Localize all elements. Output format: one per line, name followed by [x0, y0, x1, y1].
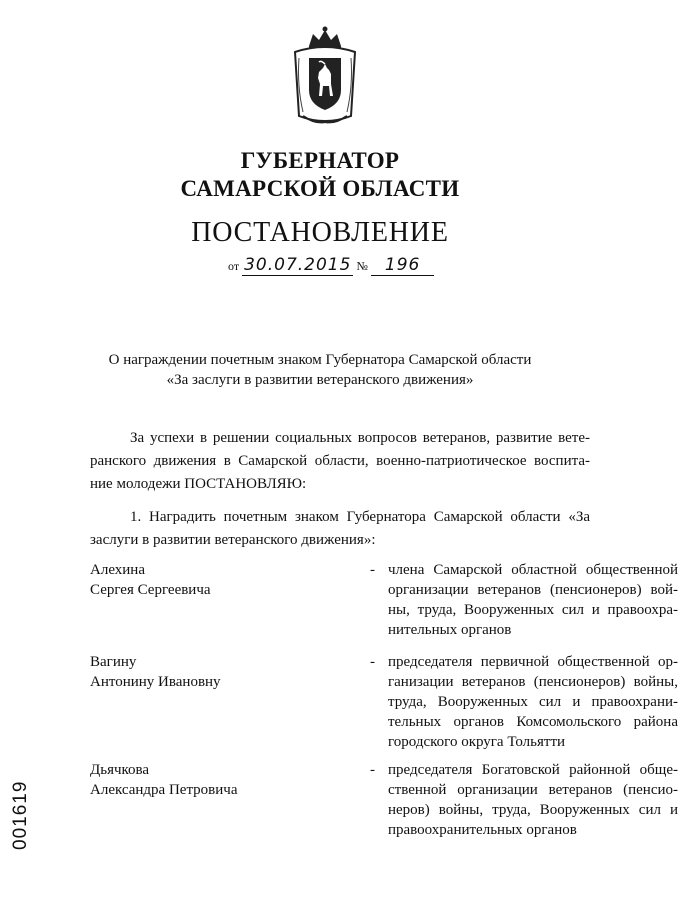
- awardee-dash: -: [370, 654, 375, 670]
- intro-paragraph: [90, 427, 590, 496]
- date-number-line: [228, 255, 434, 276]
- role-line: ны, труда, Вооруженных сил и правоохра-: [388, 602, 678, 618]
- item-line: заслуги в развитии ветеранского движения»:: [90, 532, 376, 548]
- governor-title: ГУБЕРНАТОР: [240, 148, 400, 173]
- awardee-surname: Алехина: [90, 562, 145, 578]
- intro-line: За успехи в решении социальных вопросов ветеранов, развитие вете-: [130, 430, 590, 446]
- serial-number-stamp: 001619: [10, 780, 31, 850]
- awardee-name: [90, 652, 280, 692]
- document-type: ПОСТАНОВЛЕНИЕ: [191, 217, 449, 248]
- role-line: организации ветеранов (пенсионеров) вой-: [388, 582, 678, 598]
- awardee-surname: Дьячкова: [90, 762, 150, 778]
- awardee-role: [388, 760, 678, 840]
- awardee-given-names: Антонину Ивановну: [90, 674, 221, 690]
- awardee-given-names: Сергея Сергеевича: [90, 582, 211, 598]
- awardee-name: [90, 560, 280, 600]
- awardee-dash: -: [370, 762, 375, 778]
- role-line: тельных органов Комсомольского района: [388, 714, 678, 730]
- item-1-paragraph: [90, 506, 590, 552]
- role-line: правоохранительных органов: [388, 822, 577, 838]
- awardee-role: [388, 652, 678, 752]
- awardee-role: [388, 560, 678, 640]
- awardee-dash: -: [370, 562, 375, 578]
- handwritten-date: 30.07.2015: [244, 255, 352, 275]
- role-line: неров) войны, труда, Вооруженных сил и: [388, 802, 678, 818]
- handwritten-number: 196: [371, 255, 434, 276]
- intro-line: ранского движения в Самарской области, военно-патриотическое воспита-: [90, 453, 590, 469]
- serial-stamp-wrapper: [10, 780, 79, 872]
- awardee-surname: Вагину: [90, 654, 137, 670]
- role-line: нительных органов: [388, 622, 512, 638]
- awardee-name: [90, 760, 280, 800]
- intro-line: ние молодежи ПОСТАНОВЛЯЮ:: [90, 476, 307, 492]
- number-prefix: №: [356, 259, 368, 273]
- role-line: председателя Богатовской районной обще-: [388, 762, 678, 778]
- subject-line: «За заслуги в развитии ветеранского движения»: [166, 372, 474, 388]
- decree-subject: [0, 350, 640, 390]
- role-line: председателя первичной общественной ор-: [388, 654, 678, 670]
- awardee-given-names: Александра Петровича: [90, 782, 238, 798]
- item-line: 1. Наградить почетным знаком Губернатора Самарской области «За: [130, 509, 590, 525]
- subject-line: О награждении почетным знаком Губернатора Самарской области: [108, 352, 532, 368]
- role-line: ственной организации ветеранов (пенсио-: [388, 782, 678, 798]
- date-prefix: от: [228, 259, 240, 273]
- region-title: САМАРСКОЙ ОБЛАСТИ: [180, 176, 460, 201]
- role-line: члена Самарской областной общественной: [388, 562, 678, 578]
- role-line: труда, Вооруженных сил и правоохрани-: [388, 694, 678, 710]
- role-line: ганизации ветеранов (пенсионеров) войны,: [388, 674, 678, 690]
- role-line: городского округа Тольятти: [388, 734, 566, 750]
- coat-of-arms-emblem: [289, 24, 361, 128]
